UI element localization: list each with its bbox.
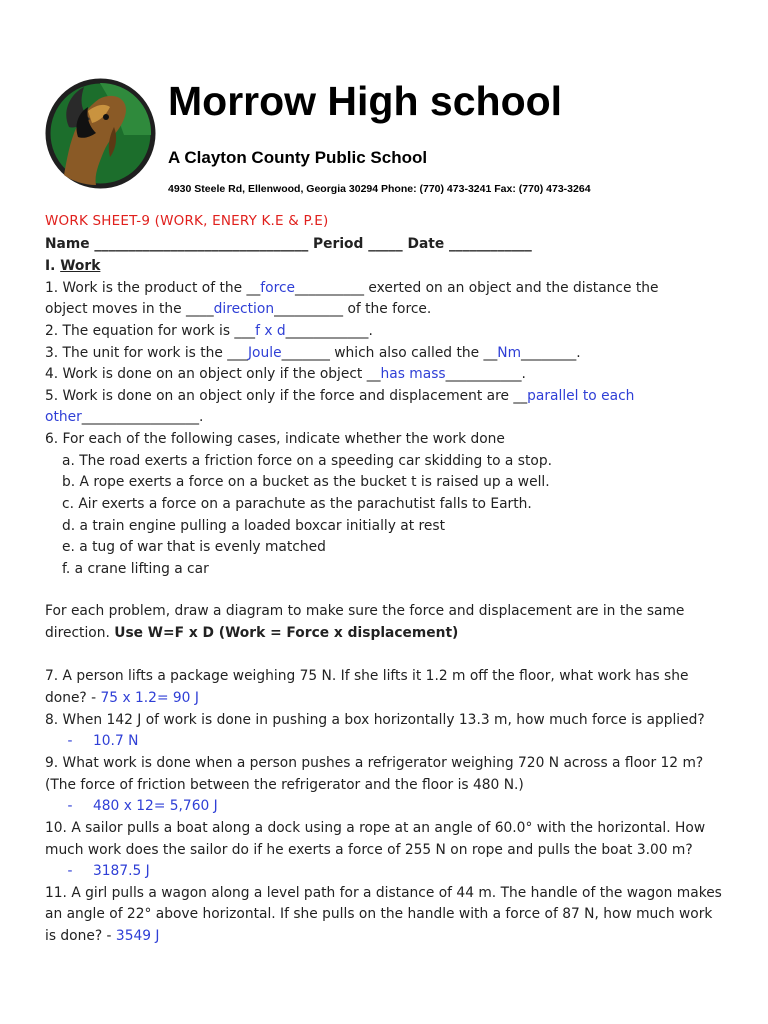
question-9-line-1: 9. What work is done when a person pushes a refrigerator weighing 720 N across a floor 12 m? <box>45 755 704 771</box>
question-1-line-2 <box>45 299 431 319</box>
instructions-line-1: For each problem, draw a diagram to make sure the force and displacement are in the same <box>45 603 685 619</box>
question-6-item: b. A rope exerts a force on a bucket as the bucket t is raised up a well. <box>62 474 550 490</box>
work-formula: Use W=F x D (Work = Force x displacement) <box>114 625 459 641</box>
question-11-line-3 <box>45 926 160 946</box>
name-period-date-line: Name _______________________________ Period _____ Date ____________ <box>45 236 532 252</box>
question-8-answer-line <box>47 731 138 751</box>
question-8-line-1: 8. When 142 J of work is done in pushing a box horizontally 13.3 m, how much force is applied? <box>45 712 705 728</box>
question-7-line-2 <box>45 688 199 708</box>
q3-text-c: ________. <box>521 345 581 361</box>
q1-answer-direction: direction <box>213 301 275 317</box>
q1-text-b: __________ exerted on an object and the distance the <box>295 280 659 296</box>
q1-text-c: object moves in the ____ <box>45 301 214 317</box>
q5-text-b: _________________. <box>81 409 204 425</box>
q2-text-b: ____________. <box>285 323 373 339</box>
instructions-line-2 <box>45 623 458 643</box>
q10-answer: 3187.5 J <box>93 863 150 879</box>
section-heading <box>45 256 100 276</box>
q4-text-a: 4. Work is done on an object only if the object __ <box>45 366 381 382</box>
question-6-prompt: 6. For each of the following cases, indicate whether the work done <box>45 431 505 447</box>
question-9-answer-line <box>47 796 218 816</box>
question-6-item: a. The road exerts a friction force on a speeding car skidding to a stop. <box>62 453 552 469</box>
q10-dash: - <box>67 863 73 879</box>
q2-text-a: 2. The equation for work is ___ <box>45 323 256 339</box>
question-5-line-2 <box>45 407 203 427</box>
question-6-item: d. a train engine pulling a loaded boxcar initially at rest <box>62 518 445 534</box>
worksheet-title: WORK SHEET-9 (WORK, ENERY K.E & P.E) <box>45 213 329 229</box>
question-10-line-2: much work does the sailor do if he exerts a force of 255 N on rope and pulls the boat 3.00 m? <box>45 842 693 858</box>
question-11-line-2: an angle of 22° above horizontal. If she pulls on the handle with a force of 87 N, how much work <box>45 906 713 922</box>
q5-text-a: 5. Work is done on an object only if the force and displacement are __ <box>45 388 528 404</box>
section-number: I. <box>45 258 61 274</box>
q3-text-b: _______ which also called the __ <box>281 345 498 361</box>
school-address: 4930 Steele Rd, Ellenwood, Georgia 30294 Phone: (770) 473-3241 Fax: (770) 473-3264 <box>168 183 591 195</box>
question-10-answer-line <box>47 861 150 881</box>
q4-text-b: ___________. <box>445 366 526 382</box>
q8-answer: 10.7 N <box>93 733 139 749</box>
q1-text-a: 1. Work is the product of the __ <box>45 280 261 296</box>
q3-text-a: 3. The unit for work is the ___ <box>45 345 248 361</box>
school-name: Morrow High school <box>168 78 563 124</box>
q11-answer: 3549 J <box>115 928 160 944</box>
q5-answer-a: parallel to each <box>527 388 635 404</box>
question-10-line-1: 10. A sailor pulls a boat along a dock using a rope at an angle of 60.0° with the horizontal. How <box>45 820 706 836</box>
q1-answer-force: force <box>260 280 296 296</box>
q7-answer: 75 x 1.2= 90 J <box>100 690 199 706</box>
question-6-item: e. a tug of war that is evenly matched <box>62 539 326 555</box>
q5-answer-b: other <box>45 409 82 425</box>
q7-text-b: done? - <box>45 690 101 706</box>
question-1-line-1 <box>45 278 659 298</box>
question-11-line-1: 11. A girl pulls a wagon along a level path for a distance of 44 m. The handle of the wagon makes <box>45 885 722 901</box>
school-logo-icon <box>44 77 157 190</box>
q1-text-d: __________ of the force. <box>274 301 432 317</box>
question-3 <box>45 343 581 363</box>
q2-answer: f x d <box>255 323 286 339</box>
section-title: Work <box>60 258 101 274</box>
question-9-line-2: (The force of friction between the refrigerator and the floor is 480 N.) <box>45 777 524 793</box>
school-subtitle: A Clayton County Public School <box>168 148 428 167</box>
question-6-item: f. a crane lifting a car <box>62 561 209 577</box>
q11-text-c: is done? - <box>45 928 116 944</box>
q8-dash: - <box>67 733 73 749</box>
q9-dash: - <box>67 798 73 814</box>
question-6-item: c. Air exerts a force on a parachute as the parachutist falls to Earth. <box>62 496 532 512</box>
question-2 <box>45 321 373 341</box>
q3-answer-nm: Nm <box>497 345 522 361</box>
question-7-line-1: 7. A person lifts a package weighing 75 N. If she lifts it 1.2 m off the floor, what work has she <box>45 668 689 684</box>
question-5-line-1 <box>45 386 634 406</box>
q4-answer: has mass <box>380 366 446 382</box>
question-4 <box>45 364 526 384</box>
instructions-text: direction. <box>45 625 115 641</box>
q3-answer-joule: Joule <box>247 345 282 361</box>
q9-answer: 480 x 12= 5,760 J <box>93 798 218 814</box>
